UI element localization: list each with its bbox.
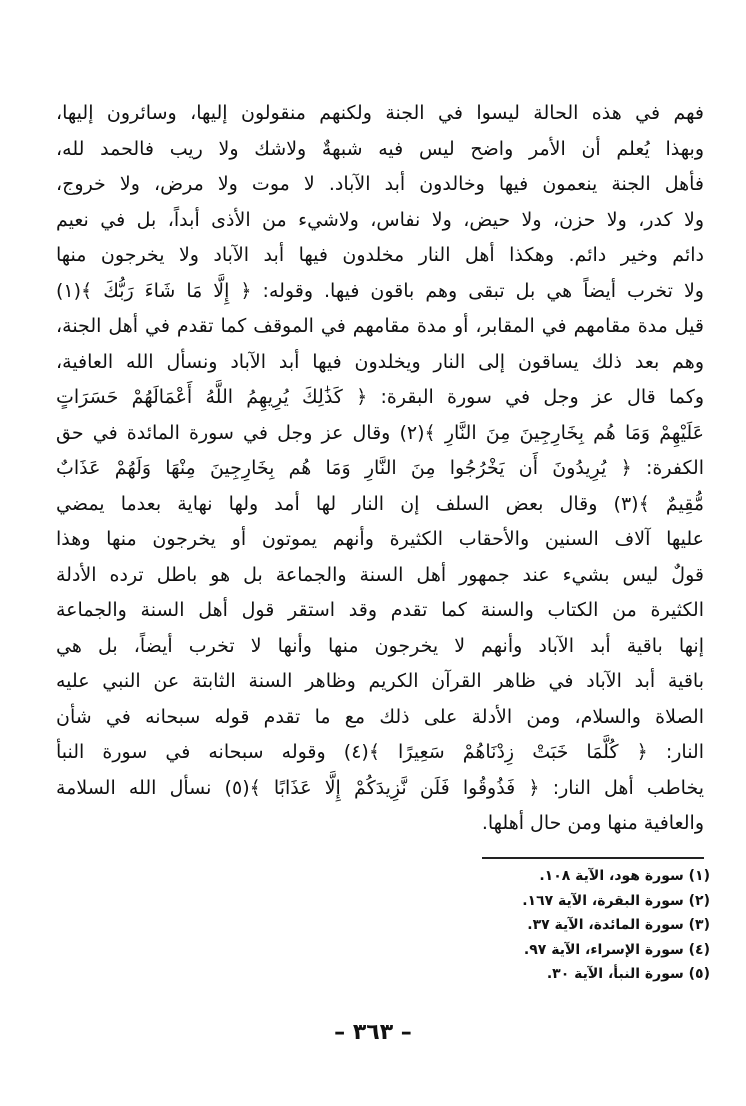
text-line: فأهل الجنة ينعمون فيها وخالدون أبد الآباد. لا موت ولا مرض، ولا خروج،	[56, 173, 704, 195]
footnote-divider	[482, 857, 704, 859]
text-line: وبهذا يُعلم أن الأمر واضح ليس فيه شبهةٌ ولاشك ولا ريب فالحمد لله،	[56, 137, 704, 160]
text-line: إنها باقية أبد الآباد وأنهم لا يخرجون منها وأنها لا تخرب أيضاً، بل هي	[56, 634, 704, 657]
footnote: (٥) سورة النبأ، الآية ٣٠.	[546, 966, 710, 983]
footnote: (٤) سورة الإسراء، الآية ٩٧.	[523, 941, 710, 958]
text-line: باقية أبد الآباد في ظاهر القرآن الكريم وظاهر السنة الثابتة عن النبي عليه	[56, 670, 704, 692]
text-line: يخاطب أهل النار: ﴿ فَذُوقُوا فَلَن نَّزِيدَكُمْ إِلَّا عَذَابًا ﴾(٥) نسأل الله السلامة	[56, 776, 704, 799]
text-line: ولا تخرب أيضاً هي بل تبقى وهم باقون فيها. وقوله: ﴿ إِلَّا مَا شَاءَ رَبُّكَ ﴾(١)	[56, 279, 704, 302]
text-line: الكثيرة من الكتاب والسنة كما تقدم وقد استقر قول أهل السنة والجماعة	[56, 599, 704, 621]
text-line: والعافية منها ومن حال أهلها.	[481, 812, 704, 834]
text-line: قيل مدة مقامهم في المقابر، أو مدة مقامهم في الموقف كما تقدم في أهل الجنة،	[56, 315, 704, 337]
text-line: قولٌ ليس بشيء عند جمهور أهل السنة والجماعة بل هو باطل ترده الأدلة	[56, 563, 704, 586]
main-text	[56, 96, 704, 842]
text-line: عليها آلاف السنين والأحقاب الكثيرة وأنهم يموتون أو يخرجون منها وهذا	[56, 528, 704, 550]
footnote: (١) سورة هود، الآية ١٠٨.	[539, 868, 710, 884]
text-line: ولا كدر، ولا حزن، ولا حيض، ولا نفاس، ولاشيء من الأذى أبداً، بل في نعيم	[56, 208, 704, 231]
text-line: النار: ﴿ كُلَّمَا خَبَتْ زِدْنَاهُمْ سَعِيرًا ﴾(٤) وقوله سبحانه في سورة النبأ	[56, 741, 704, 763]
footnotes	[440, 864, 710, 987]
text-line: دائم وخير دائم. وهكذا أهل النار مخلدون فيها أبد الآباد ولا يخرجون منها	[56, 244, 704, 266]
page-number: – ٣٦٣ –	[334, 1020, 412, 1045]
text-line: فهم في هذه الحالة ليسوا في الجنة ولكنهم منقولون إليها، وسائرون إليها،	[56, 102, 704, 124]
text-line: عَلَيْهِمْ وَمَا هُم بِخَارِجِينَ مِنَ النَّارِ ﴾(٢) وقال عز وجل في سورة المائدة في حق	[56, 421, 705, 444]
text-line: الصلاة والسلام، ومن الأدلة على ذلك مع ما تقدم قوله سبحانه في شأن	[56, 705, 704, 728]
text-line: مُّقِيمٌ ﴾(٣) وقال بعض السلف إن النار لها أمد ولها نهاية بعدما يمضي	[56, 492, 704, 515]
text-line: وكما قال عز وجل في سورة البقرة: ﴿ كَذَٰلِكَ يُرِيهِمُ اللَّهُ أَعْمَالَهُمْ حَسَرَاتٍ	[56, 386, 704, 408]
text-line: الكفرة: ﴿ يُرِيدُونَ أَن يَخْرُجُوا مِنَ النَّارِ وَمَا هُم بِخَارِجِينَ مِنْهَا وَلَهُمْ عَذَابٌ	[56, 457, 704, 479]
text-line: وهم بعد ذلك يساقون إلى النار ويخلدون فيها أبد الآباد ونسأل الله العافية،	[56, 350, 704, 373]
footnote: (٣) سورة المائدة، الآية ٣٧.	[527, 917, 710, 934]
footnote: (٢) سورة البقرة، الآية ١٦٧.	[522, 892, 710, 909]
